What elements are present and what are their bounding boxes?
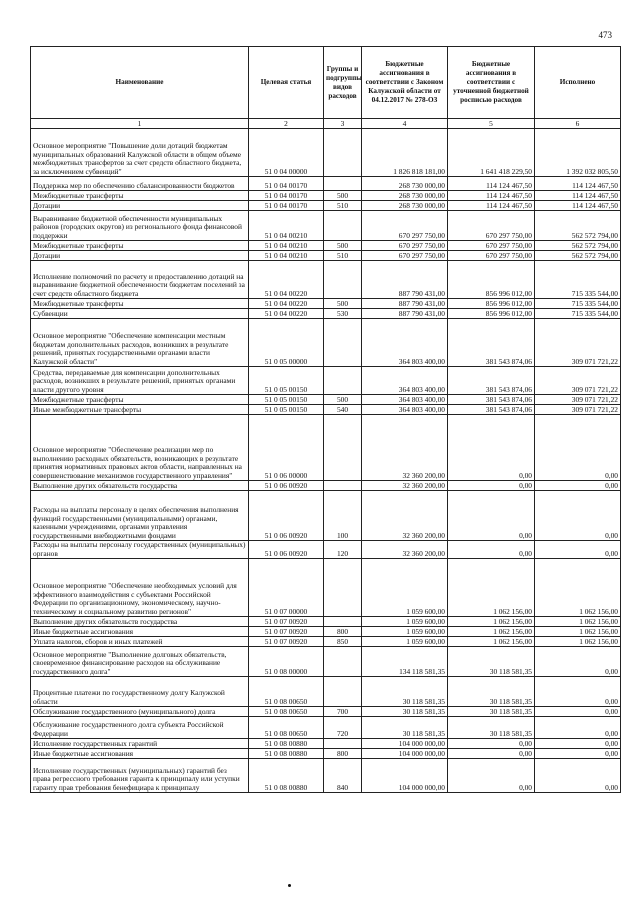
row-expense-group: 500 [324,395,362,405]
row-executed-amount: 114 124 467,50 [535,201,621,211]
row-target-article: 51 0 04 00220 [249,309,324,319]
row-target-article: 51 0 06 00920 [249,481,324,491]
table-row [31,637,621,647]
row-plan-amount: 1 641 418 229,50 [448,129,535,177]
table-row [31,191,621,201]
table-row [31,395,621,405]
row-name: Обслуживание государственного долга субъекта Российской Федерации [31,717,249,739]
row-name: Средства, передаваемые для компенсации дополнительных расходов, возникших в результате решений, принятых органами власти другого уровня [31,367,249,395]
row-plan-amount: 381 543 874,06 [448,367,535,395]
table-row [31,241,621,251]
row-plan-amount: 30 118 581,35 [448,707,535,717]
table-row [31,261,621,299]
row-name: Субвенции [31,309,249,319]
column-number: 1 [31,119,249,129]
table-row [31,749,621,759]
row-executed-amount: 0,00 [535,415,621,481]
row-expense-group: 840 [324,759,362,793]
row-executed-amount: 0,00 [535,491,621,541]
row-expense-group [324,617,362,627]
row-law-amount: 1 059 600,00 [362,617,448,627]
row-executed-amount: 1 062 156,00 [535,637,621,647]
table-row [31,415,621,481]
row-expense-group: 540 [324,405,362,415]
row-name: Иные бюджетные ассигнования [31,627,249,637]
row-name: Выполнение других обязательств государства [31,617,249,627]
row-plan-amount: 30 118 581,35 [448,677,535,707]
header-row [31,47,621,119]
column-number: 5 [448,119,535,129]
row-law-amount: 364 803 400,00 [362,395,448,405]
row-law-amount: 364 803 400,00 [362,367,448,395]
column-number-row [31,119,621,129]
table-row [31,541,621,559]
row-executed-amount: 0,00 [535,541,621,559]
row-expense-group [324,261,362,299]
table-row [31,491,621,541]
row-plan-amount: 1 062 156,00 [448,637,535,647]
row-executed-amount: 1 062 156,00 [535,617,621,627]
row-target-article: 51 0 08 00650 [249,717,324,739]
header-refined-allocations: Бюджетные ассигнования в соответствии с уточненной бюджетной росписью расходов [448,47,535,119]
row-executed-amount: 715 335 544,00 [535,261,621,299]
row-name: Выравнивание бюджетной обеспеченности муниципальных районов (городских округов) из регионального фонда финансовой поддержки [31,211,249,241]
row-target-article: 51 0 04 00210 [249,211,324,241]
row-target-article: 51 0 06 00920 [249,491,324,541]
row-law-amount: 134 118 581,35 [362,647,448,677]
header-name: Наименование [31,47,249,119]
row-name: Межбюджетные трансферты [31,395,249,405]
table-row [31,481,621,491]
header-target-article: Целевая статья [249,47,324,119]
table-row [31,677,621,707]
row-plan-amount: 856 996 012,00 [448,299,535,309]
row-plan-amount: 114 124 467,50 [448,177,535,191]
row-plan-amount: 1 062 156,00 [448,627,535,637]
row-expense-group: 720 [324,717,362,739]
row-target-article: 51 0 04 00000 [249,129,324,177]
row-expense-group [324,647,362,677]
table-row [31,309,621,319]
table-row [31,627,621,637]
row-name: Обслуживание государственного (муниципального) долга [31,707,249,717]
row-executed-amount: 309 071 721,22 [535,395,621,405]
row-law-amount: 670 297 750,00 [362,241,448,251]
row-expense-group [324,559,362,617]
row-plan-amount: 856 996 012,00 [448,309,535,319]
row-name: Исполнение государственных гарантий [31,739,249,749]
row-executed-amount: 1 062 156,00 [535,627,621,637]
row-expense-group: 800 [324,627,362,637]
table-row [31,367,621,395]
row-executed-amount: 309 071 721,22 [535,405,621,415]
row-executed-amount: 715 335 544,00 [535,299,621,309]
row-expense-group [324,211,362,241]
row-executed-amount: 0,00 [535,481,621,491]
row-name: Межбюджетные трансферты [31,191,249,201]
row-expense-group: 120 [324,541,362,559]
row-executed-amount: 0,00 [535,677,621,707]
row-name: Иные межбюджетные трансферты [31,405,249,415]
row-executed-amount: 562 572 794,00 [535,241,621,251]
table-row [31,707,621,717]
row-plan-amount: 0,00 [448,415,535,481]
table-row [31,319,621,367]
row-name: Дотации [31,251,249,261]
row-law-amount: 364 803 400,00 [362,405,448,415]
table-row [31,129,621,177]
row-plan-amount: 670 297 750,00 [448,241,535,251]
row-plan-amount: 856 996 012,00 [448,261,535,299]
row-executed-amount: 562 572 794,00 [535,211,621,241]
table-row [31,559,621,617]
row-executed-amount: 0,00 [535,759,621,793]
row-expense-group [324,319,362,367]
row-executed-amount: 309 071 721,22 [535,367,621,395]
page-footer-dot [288,884,291,887]
row-target-article: 51 0 05 00150 [249,367,324,395]
table-row [31,717,621,739]
row-law-amount: 887 790 431,00 [362,261,448,299]
row-expense-group: 800 [324,749,362,759]
column-number: 2 [249,119,324,129]
row-plan-amount: 670 297 750,00 [448,211,535,241]
table-row [31,405,621,415]
row-name: Межбюджетные трансферты [31,299,249,309]
row-target-article: 51 0 04 00170 [249,191,324,201]
column-number: 6 [535,119,621,129]
row-law-amount: 364 803 400,00 [362,319,448,367]
row-plan-amount: 0,00 [448,541,535,559]
row-executed-amount: 0,00 [535,749,621,759]
table-row [31,177,621,191]
row-name: Основное мероприятие "Обеспечение компенсации местным бюджетам дополнительных расходов, возникших в результате решений, принятых государственными органами власти Калужской области" [31,319,249,367]
row-plan-amount: 0,00 [448,739,535,749]
row-target-article: 51 0 05 00150 [249,395,324,405]
row-expense-group: 500 [324,241,362,251]
row-target-article: 51 0 06 00000 [249,415,324,481]
row-law-amount: 268 730 000,00 [362,177,448,191]
column-number: 3 [324,119,362,129]
row-name: Расходы на выплаты персоналу в целях обеспечения выполнения функций государственными (муниципальными) органами, казенными учреждениями, органами управления государственными внебюджетными фондами [31,491,249,541]
row-target-article: 51 0 08 00880 [249,759,324,793]
row-target-article: 51 0 05 00150 [249,405,324,415]
header-law-allocations: Бюджетные ассигнования в соответствии с Законом Калужской области от 04.12.2017 № 278-ОЗ [362,47,448,119]
row-law-amount: 32 360 200,00 [362,491,448,541]
row-law-amount: 1 059 600,00 [362,627,448,637]
row-law-amount: 104 000 000,00 [362,759,448,793]
row-name: Выполнение других обязательств государства [31,481,249,491]
row-plan-amount: 1 062 156,00 [448,617,535,627]
row-target-article: 51 0 08 00880 [249,749,324,759]
table-row [31,617,621,627]
table-row [31,647,621,677]
row-expense-group: 500 [324,191,362,201]
row-name: Расходы на выплаты персоналу государственных (муниципальных) органов [31,541,249,559]
row-plan-amount: 114 124 467,50 [448,191,535,201]
header-expense-group: Группы и подгруппы видов расходов [324,47,362,119]
row-expense-group [324,129,362,177]
row-expense-group [324,177,362,191]
row-law-amount: 268 730 000,00 [362,191,448,201]
row-target-article: 51 0 04 00210 [249,241,324,251]
row-name: Процентные платежи по государственному долгу Калужской области [31,677,249,707]
table-row [31,251,621,261]
row-law-amount: 30 118 581,35 [362,677,448,707]
table-row [31,299,621,309]
row-executed-amount: 0,00 [535,717,621,739]
row-plan-amount: 0,00 [448,749,535,759]
row-executed-amount: 0,00 [535,739,621,749]
table-row [31,211,621,241]
row-name: Основное мероприятие "Повышение доли дотаций бюджетам муниципальных образований Калужской области в общем объеме межбюджетных трансфертов за счет средств областного бюджета, за исключением субвенций" [31,129,249,177]
row-name: Исполнение государственных (муниципальных) гарантий без права регрессного требования гаранта к принципалу или уступки гаранту прав требования бенефициара к принципалу [31,759,249,793]
row-name: Основное мероприятие "Обеспечение реализации мер по выполнению расходных обязательств, возникающих в результате принятия нормативных правовых актов области, направленных на совершенствование механизмов государственного управления" [31,415,249,481]
row-name: Дотации [31,201,249,211]
table-row [31,201,621,211]
page-number: 473 [598,30,612,40]
row-law-amount: 1 059 600,00 [362,559,448,617]
column-number: 4 [362,119,448,129]
row-target-article: 51 0 04 00220 [249,299,324,309]
row-expense-group: 700 [324,707,362,717]
row-name: Исполнение полномочий по расчету и предоставлению дотаций на выравнивание бюджетной обеспеченности бюджетам поселений за счет средств областного бюджета [31,261,249,299]
row-target-article: 51 0 08 00880 [249,739,324,749]
row-name: Уплата налогов, сборов и иных платежей [31,637,249,647]
row-executed-amount: 309 071 721,22 [535,319,621,367]
row-expense-group [324,415,362,481]
row-expense-group: 850 [324,637,362,647]
table-row [31,759,621,793]
row-target-article: 51 0 08 00650 [249,707,324,717]
row-law-amount: 104 000 000,00 [362,749,448,759]
row-name: Межбюджетные трансферты [31,241,249,251]
row-law-amount: 30 118 581,35 [362,717,448,739]
row-expense-group: 530 [324,309,362,319]
row-name: Основное мероприятие "Выполнение долговых обязательств, своевременное финансирование расходов на обслуживание государственного долга" [31,647,249,677]
row-plan-amount: 30 118 581,35 [448,717,535,739]
row-target-article: 51 0 07 00000 [249,559,324,617]
row-expense-group [324,367,362,395]
row-plan-amount: 381 543 874,06 [448,319,535,367]
row-target-article: 51 0 04 00170 [249,177,324,191]
row-executed-amount: 1 062 156,00 [535,559,621,617]
row-target-article: 51 0 07 00920 [249,617,324,627]
row-plan-amount: 1 062 156,00 [448,559,535,617]
row-target-article: 51 0 04 00220 [249,261,324,299]
row-law-amount: 670 297 750,00 [362,251,448,261]
row-target-article: 51 0 07 00920 [249,627,324,637]
row-plan-amount: 0,00 [448,481,535,491]
row-plan-amount: 670 297 750,00 [448,251,535,261]
row-target-article: 51 0 04 00170 [249,201,324,211]
row-executed-amount: 562 572 794,00 [535,251,621,261]
row-name: Иные бюджетные ассигнования [31,749,249,759]
row-law-amount: 30 118 581,35 [362,707,448,717]
row-executed-amount: 114 124 467,50 [535,191,621,201]
row-expense-group [324,481,362,491]
row-expense-group: 500 [324,299,362,309]
row-target-article: 51 0 08 00650 [249,677,324,707]
row-executed-amount: 0,00 [535,647,621,677]
row-plan-amount: 381 543 874,06 [448,405,535,415]
budget-table [30,46,621,793]
row-executed-amount: 715 335 544,00 [535,309,621,319]
table-body [31,129,621,793]
row-plan-amount: 381 543 874,06 [448,395,535,405]
row-law-amount: 887 790 431,00 [362,299,448,309]
row-executed-amount: 1 392 032 805,50 [535,129,621,177]
row-expense-group [324,677,362,707]
row-plan-amount: 30 118 581,35 [448,647,535,677]
row-law-amount: 32 360 200,00 [362,481,448,491]
row-name: Основное мероприятие "Обеспечение необходимых условий для эффективного взаимодействия с субъектами Российской Федерации по организационному, экономическому, научно-техническому и социальному развитию регионов" [31,559,249,617]
row-law-amount: 32 360 200,00 [362,541,448,559]
row-plan-amount: 0,00 [448,491,535,541]
row-target-article: 51 0 05 00000 [249,319,324,367]
row-plan-amount: 0,00 [448,759,535,793]
row-law-amount: 1 826 818 181,00 [362,129,448,177]
row-expense-group [324,739,362,749]
row-law-amount: 268 730 000,00 [362,201,448,211]
row-name: Поддержка мер по обеспечению сбалансированности бюджетов [31,177,249,191]
row-law-amount: 32 360 200,00 [362,415,448,481]
row-expense-group: 510 [324,201,362,211]
row-target-article: 51 0 07 00920 [249,637,324,647]
header-executed: Исполнено [535,47,621,119]
row-expense-group: 510 [324,251,362,261]
row-law-amount: 670 297 750,00 [362,211,448,241]
row-law-amount: 104 000 000,00 [362,739,448,749]
row-law-amount: 887 790 431,00 [362,309,448,319]
row-executed-amount: 0,00 [535,707,621,717]
row-executed-amount: 114 124 467,50 [535,177,621,191]
row-law-amount: 1 059 600,00 [362,637,448,647]
row-target-article: 51 0 06 00920 [249,541,324,559]
row-expense-group: 100 [324,491,362,541]
row-target-article: 51 0 08 00000 [249,647,324,677]
row-target-article: 51 0 04 00210 [249,251,324,261]
row-plan-amount: 114 124 467,50 [448,201,535,211]
table-row [31,739,621,749]
